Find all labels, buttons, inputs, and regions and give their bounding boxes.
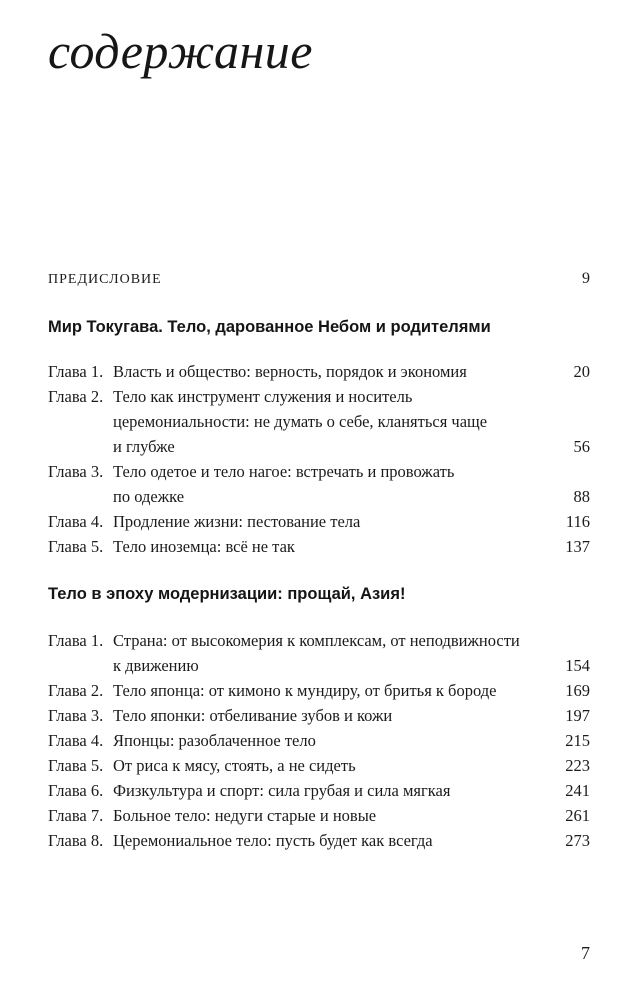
chapter-title	[113, 384, 523, 459]
chapter-page-number: 137	[565, 537, 590, 556]
page-number: 7	[581, 943, 590, 963]
page-title: содержание	[48, 23, 313, 79]
chapter-label: Глава 2.	[48, 387, 104, 406]
chapter-title-line: Власть и общество: верность, порядок и экономия	[113, 362, 467, 381]
toc-chapter-entry[interactable]	[48, 384, 590, 459]
part-title: Тело в эпоху модернизации: прощай, Азия!	[48, 585, 406, 603]
chapter-text	[48, 459, 523, 509]
toc-chapter-entry[interactable]	[48, 359, 590, 384]
toc-chapter-entry[interactable]	[48, 728, 590, 753]
chapter-title-line: Страна: от высокомерия к комплексам, от неподвижности	[113, 631, 520, 650]
chapter-text	[48, 728, 523, 753]
chapter-label: Глава 6.	[48, 781, 104, 800]
preface-page-number: 9	[582, 270, 590, 287]
chapter-title	[113, 509, 523, 534]
toc-chapter-entry[interactable]	[48, 753, 590, 778]
toc-chapter-entry[interactable]	[48, 534, 590, 559]
part-title: Мир Токугава. Тело, дарованное Небом и родителями	[48, 318, 491, 336]
chapter-label: Глава 3.	[48, 706, 104, 725]
chapter-label: Глава 8.	[48, 831, 104, 850]
table-of-contents	[48, 270, 590, 853]
chapter-title-line: Физкультура и спорт: сила грубая и сила мягкая	[113, 781, 451, 800]
chapter-title	[113, 803, 523, 828]
chapter-page-number: 20	[573, 362, 590, 381]
chapter-page-number: 169	[565, 681, 590, 700]
chapter-title-line: Тело японца: от кимоно к мундиру, от бритья к бороде	[113, 681, 497, 700]
chapter-title-line: Тело японки: отбеливание зубов и кожи	[113, 706, 393, 725]
chapter-title	[113, 778, 523, 803]
chapter-text	[48, 678, 523, 703]
chapter-page-number: 273	[565, 831, 590, 850]
chapter-title-line: Церемониальное тело: пусть будет как всегда	[113, 831, 433, 850]
chapter-title	[113, 359, 523, 384]
chapter-label: Глава 4.	[48, 731, 104, 750]
chapter-text	[48, 628, 523, 678]
chapter-text	[48, 534, 523, 559]
chapter-title	[113, 678, 523, 703]
chapter-title	[113, 703, 523, 728]
chapter-title	[113, 728, 523, 753]
toc-chapter-entry[interactable]	[48, 778, 590, 803]
chapter-title-line: Японцы: разоблаченное тело	[113, 731, 316, 750]
toc-chapter-entry[interactable]	[48, 703, 590, 728]
chapter-page-number: 116	[565, 512, 590, 531]
chapter-label: Глава 2.	[48, 681, 104, 700]
chapter-page-number: 56	[573, 437, 590, 456]
chapter-page-number: 241	[565, 781, 590, 800]
chapter-title-line: и глубже	[113, 437, 175, 456]
toc-chapter-entry[interactable]	[48, 803, 590, 828]
toc-chapter-entry[interactable]	[48, 678, 590, 703]
chapter-label: Глава 1.	[48, 631, 104, 650]
chapter-title-line: Продление жизни: пестование тела	[113, 512, 361, 531]
chapter-title	[113, 828, 523, 853]
chapter-page-number: 261	[565, 806, 590, 825]
chapter-text	[48, 803, 523, 828]
chapter-label: Глава 5.	[48, 537, 104, 556]
chapter-label: Глава 5.	[48, 756, 104, 775]
chapter-title-line: Тело как инструмент служения и носитель	[113, 387, 413, 406]
chapter-text	[48, 828, 523, 853]
chapter-label: Глава 4.	[48, 512, 104, 531]
toc-parts	[48, 318, 590, 853]
toc-chapter-entry[interactable]	[48, 459, 590, 509]
chapter-text	[48, 509, 523, 534]
chapter-label: Глава 7.	[48, 806, 104, 825]
chapter-title	[113, 459, 523, 509]
chapter-title	[113, 628, 523, 678]
toc-chapter-entry[interactable]	[48, 828, 590, 853]
chapter-title-line: Тело одетое и тело нагое: встречать и провожать	[113, 462, 455, 481]
chapter-title	[113, 534, 523, 559]
chapter-title-line: Тело иноземца: всё не так	[113, 537, 295, 556]
toc-chapter-entry[interactable]	[48, 628, 590, 678]
chapter-text	[48, 778, 523, 803]
chapter-label: Глава 1.	[48, 362, 104, 381]
chapter-label: Глава 3.	[48, 462, 104, 481]
chapter-text	[48, 703, 523, 728]
preface-label: ПРЕДИСЛОВИЕ	[48, 272, 162, 287]
chapter-text	[48, 384, 523, 459]
chapter-page-number: 88	[573, 487, 590, 506]
chapter-title-line: церемониальности: не думать о себе, кланяться чаще	[113, 412, 488, 431]
toc-preface[interactable]	[48, 270, 590, 294]
chapter-page-number: 154	[565, 656, 590, 675]
chapter-page-number: 215	[565, 731, 590, 750]
chapter-title-line: От риса к мясу, стоять, а не сидеть	[113, 756, 356, 775]
chapter-text	[48, 753, 523, 778]
toc-chapter-entry[interactable]	[48, 509, 590, 534]
chapter-page-number: 197	[565, 706, 590, 725]
chapter-text	[48, 359, 523, 384]
chapter-title-line: Больное тело: недуги старые и новые	[113, 806, 377, 825]
chapter-title-line: к движению	[113, 656, 199, 675]
chapter-title	[113, 753, 523, 778]
chapter-title-line: по одежке	[113, 487, 185, 506]
chapter-page-number: 223	[565, 756, 590, 775]
